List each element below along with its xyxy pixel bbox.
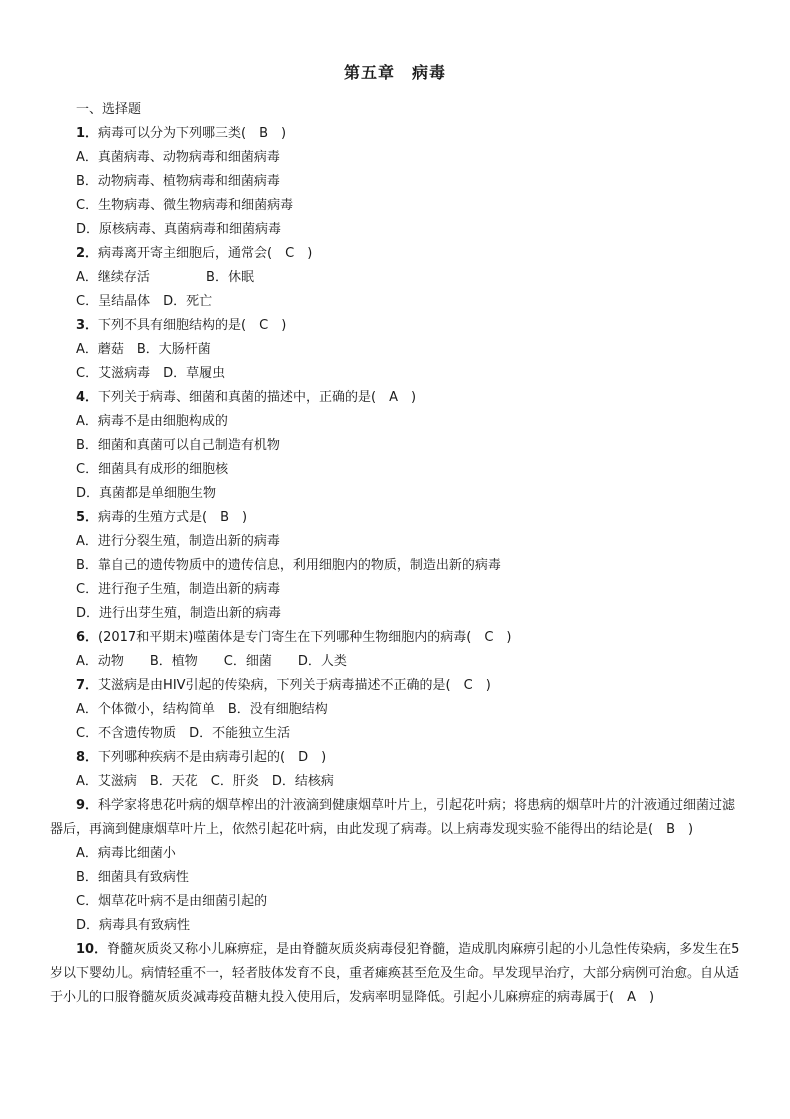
option-line: C．生物病毒、微生物病毒和细菌病毒: [76, 198, 294, 213]
question-text: 脊髓灰质炎又称小儿麻痹症，是由脊髓灰质炎病毒侵犯脊髓，造成肌肉麻痹引起的小儿急性传染病，多发生在5岁以下婴幼儿。病情轻重不一，轻者肢体发育不良，重者瘫痪甚至危及生命。早发现早治疗，大部分病例可治愈。自从适于小儿的口服脊髓灰质炎减毒疫苗糖丸投入使用后，发病率明显降低。引起小儿麻痹症的病毒属于( A ): [50, 942, 740, 1005]
question-number: 8．: [76, 750, 99, 765]
option-line: C．烟草花叶病不是由细菌引起的: [76, 894, 268, 909]
option-line: B．细菌具有致病性: [76, 870, 189, 885]
option-line: C．艾滋病毒 D．草履虫: [76, 366, 226, 381]
question-5-stem: [76, 506, 746, 530]
question-number: 10．: [76, 942, 108, 957]
question-1-stem: [76, 122, 746, 146]
question-number: 7．: [76, 678, 99, 693]
option-line: C．进行孢子生殖，制造出新的病毒: [76, 582, 281, 597]
question-number: 1．: [76, 126, 99, 141]
question-8-stem: [76, 746, 746, 770]
option-line: A．病毒不是由细胞构成的: [76, 414, 228, 429]
option-line: A．个体微小，结构简单 B．没有细胞结构: [76, 702, 328, 717]
chapter-title: 第五章 病毒: [343, 63, 446, 82]
question-number: 6．: [76, 630, 99, 645]
option-line: B．细菌和真菌可以自己制造有机物: [76, 438, 280, 453]
option-line: A．进行分裂生殖，制造出新的病毒: [76, 534, 280, 549]
question-text: (2017和平期末)噬菌体是专门寄生在下列哪种生物细胞内的病毒( C ): [98, 630, 512, 645]
option-line: A．继续存活 B．休眠: [76, 270, 254, 285]
question-10-stem: [50, 938, 746, 1010]
option-line: B．靠自己的遗传物质中的遗传信息，利用细胞内的物质，制造出新的病毒: [76, 558, 501, 573]
option-line: D．进行出芽生殖，制造出新的病毒: [76, 606, 282, 621]
option-line: A．艾滋病 B．天花 C．肝炎 D．结核病: [76, 774, 334, 789]
question-text: 艾滋病是由HIV引起的传染病，下列关于病毒描述不正确的是( C ): [98, 678, 491, 693]
question-text: 病毒可以分为下列哪三类( B ): [98, 126, 287, 141]
option-line: A．动物 B．植物 C．细菌 D．人类: [76, 654, 347, 669]
question-text: 病毒的生殖方式是( B ): [98, 510, 248, 525]
question-3-stem: [76, 314, 746, 338]
question-text: 下列不具有细胞结构的是( C ): [98, 318, 287, 333]
question-number: 9．: [76, 798, 99, 813]
option-line: A．病毒比细菌小: [76, 846, 176, 861]
option-line: D．病毒具有致病性: [76, 918, 191, 933]
question-text: 下列关于病毒、细菌和真菌的描述中，正确的是( A ): [98, 390, 417, 405]
question-number: 5．: [76, 510, 99, 525]
question-number: 2．: [76, 246, 99, 261]
question-text: 病毒离开寄主细胞后，通常会( C ): [98, 246, 313, 261]
question-4-stem: [76, 386, 746, 410]
option-line: D．原核病毒、真菌病毒和细菌病毒: [76, 222, 282, 237]
question-2-stem: [76, 242, 746, 266]
question-7-stem: [76, 674, 746, 698]
question-text: 下列哪种疾病不是由病毒引起的( D ): [98, 750, 327, 765]
question-text: 科学家将患花叶病的烟草榨出的汁液滴到健康烟草叶片上，引起花叶病；将患病的烟草叶片的汁液通过细菌过滤器后，再滴到健康烟草叶片上，依然引起花叶病，由此发现了病毒。以上病毒发现实验不能得出的结论是( B ): [50, 798, 736, 837]
question-number: 3．: [76, 318, 99, 333]
option-line: A．蘑菇 B．大肠杆菌: [76, 342, 211, 357]
question-list: [50, 98, 746, 1010]
option-line: B．动物病毒、植物病毒和细菌病毒: [76, 174, 280, 189]
option-line: C．不含遗传物质 D．不能独立生活: [76, 726, 291, 741]
option-line: D．真菌都是单细胞生物: [76, 486, 217, 501]
section-heading: 一、选择题: [76, 102, 142, 117]
option-line: C．细菌具有成形的细胞核: [76, 462, 229, 477]
question-number: 4．: [76, 390, 99, 405]
option-line: C．呈结晶体 D．死亡: [76, 294, 213, 309]
option-line: A．真菌病毒、动物病毒和细菌病毒: [76, 150, 280, 165]
question-6-stem: [76, 626, 746, 650]
question-9-stem: [50, 794, 746, 842]
